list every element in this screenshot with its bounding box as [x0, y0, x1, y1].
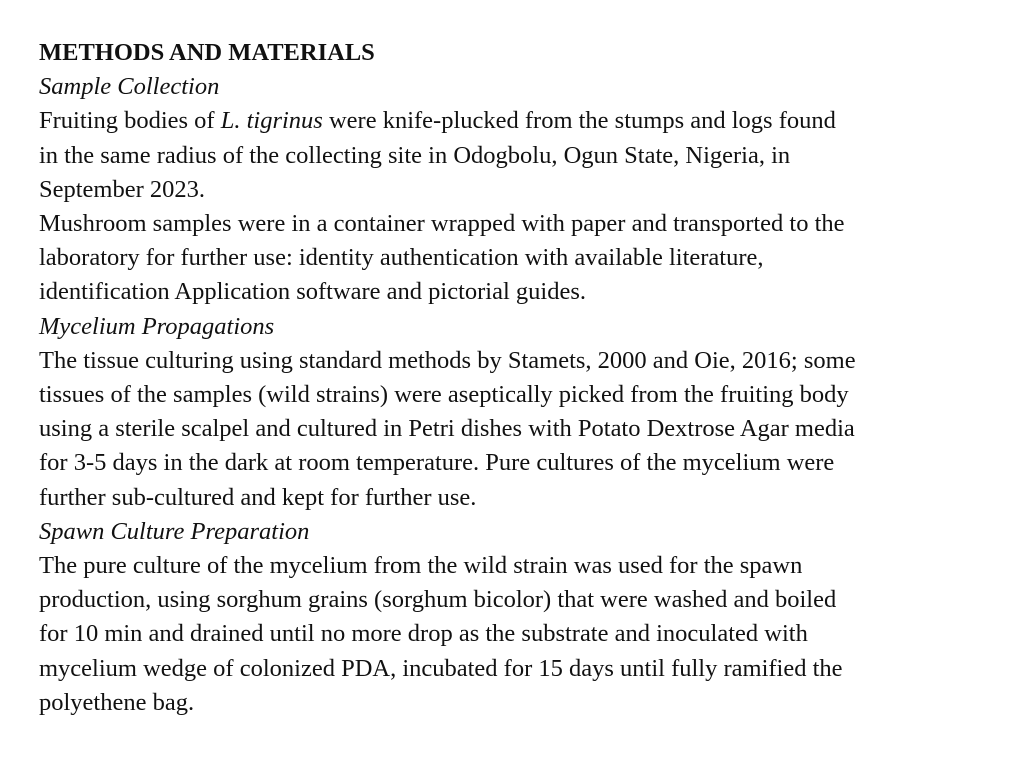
paragraph-line: polyethene bag. — [39, 688, 195, 716]
paragraph-line: laboratory for further use: identity authentication with available literature, — [39, 244, 764, 272]
paragraph-line: production, using sorghum grains (sorghum bicolor) that were washed and boiled — [39, 586, 837, 614]
paragraph-line: tissues of the samples (wild strains) were aseptically picked from the fruiting body — [39, 381, 849, 409]
paragraph-line: for 3-5 days in the dark at room temperature. Pure cultures of the mycelium were — [39, 449, 835, 477]
paragraph-line — [39, 104, 999, 138]
paragraph-line: for 10 min and drained until no more drop as the substrate and inoculated with — [39, 620, 808, 648]
subheading-spawn-culture: Spawn Culture Preparation — [39, 517, 310, 545]
species-name: L. tigrinus — [220, 107, 323, 135]
paragraph-line: in the same radius of the collecting site in Odogbolu, Ogun State, Nigeria, in — [39, 141, 791, 169]
text-span: Fruiting bodies of — [39, 107, 221, 135]
paragraph-line: mycelium wedge of colonized PDA, incubated for 15 days until fully ramified the — [39, 654, 843, 682]
paragraph-line: Mushroom samples were in a container wrapped with paper and transported to the — [39, 210, 845, 238]
paragraph-line: using a sterile scalpel and cultured in Petri dishes with Potato Dextrose Agar media — [39, 415, 855, 443]
paragraph-line: September 2023. — [39, 175, 206, 203]
section-heading: METHODS AND MATERIALS — [39, 39, 375, 66]
paragraph-line: identification Application software and pictorial guides. — [39, 278, 587, 306]
text-span: were knife-plucked from the stumps and logs found — [322, 107, 836, 135]
document-page — [39, 36, 999, 720]
subheading-mycelium-propagations: Mycelium Propagations — [39, 312, 275, 340]
paragraph-line: The pure culture of the mycelium from the wild strain was used for the spawn — [39, 552, 803, 580]
paragraph-line: further sub-cultured and kept for further use. — [39, 483, 477, 511]
subheading-sample-collection: Sample Collection — [39, 73, 220, 101]
paragraph-line: The tissue culturing using standard methods by Stamets, 2000 and Oie, 2016; some — [39, 346, 856, 374]
